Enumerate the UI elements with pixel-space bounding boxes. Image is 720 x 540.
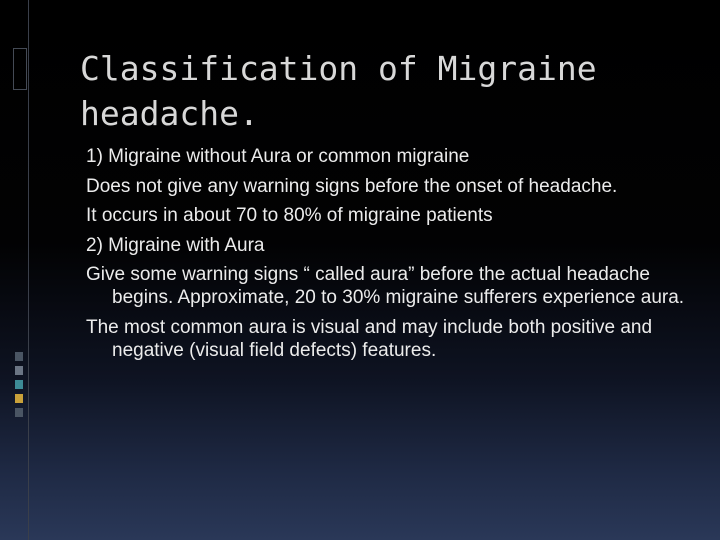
accent-square xyxy=(15,366,23,375)
title-accent-block xyxy=(13,48,27,90)
left-divider-line xyxy=(28,0,29,540)
accent-square xyxy=(15,380,23,389)
slide-title: Classification of Migraine headache. xyxy=(80,49,597,133)
slide-body xyxy=(86,145,686,368)
accent-square xyxy=(15,408,23,417)
body-paragraph: Give some warning signs “ called aura” before the actual headache begins. Approximate, 20 to 30% migraine sufferers experience aura. xyxy=(86,264,685,308)
body-paragraph: 1) Migraine without Aura or common migraine xyxy=(86,146,470,167)
accent-square xyxy=(15,394,23,403)
accent-square xyxy=(15,352,23,361)
body-paragraph: 2) Migraine with Aura xyxy=(86,234,265,256)
body-paragraph: The most common aura is visual and may include both positive and negative (visual field defects) features. xyxy=(86,316,653,361)
body-paragraph: Does not give any warning signs before the onset of headache. xyxy=(86,175,618,197)
body-paragraph: It occurs in about 70 to 80% of migraine patients xyxy=(86,205,493,226)
